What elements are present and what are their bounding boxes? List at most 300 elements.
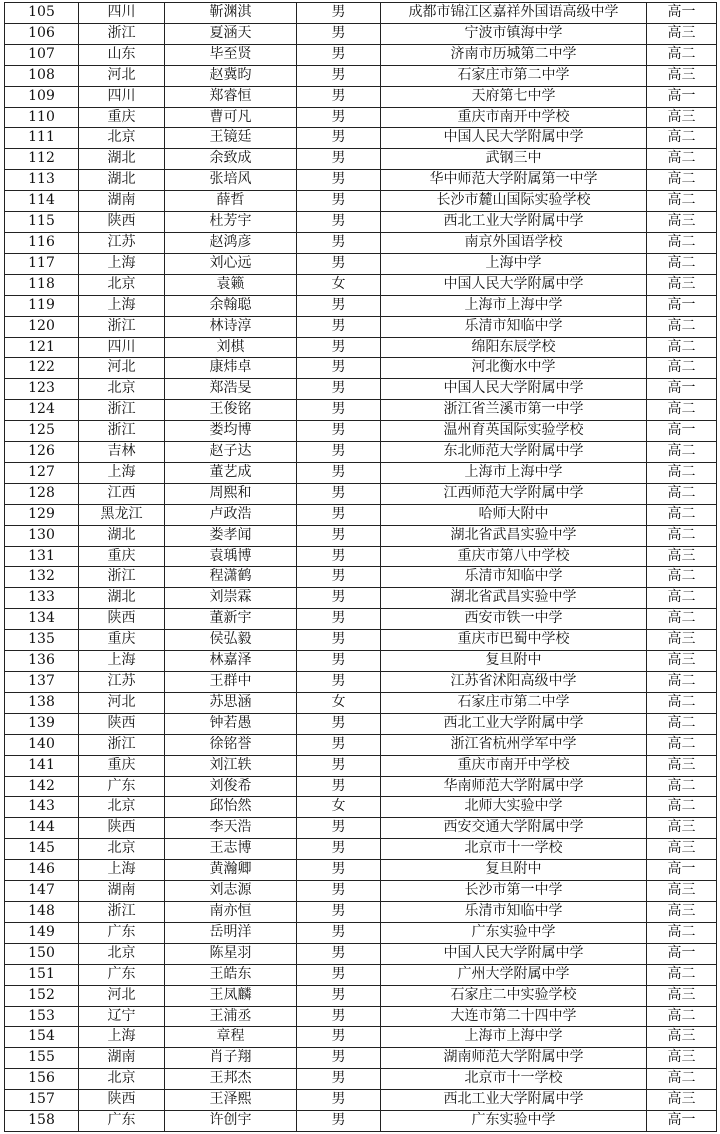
row-number-cell: 149: [5, 922, 79, 943]
table-row: [5, 692, 717, 713]
school-cell: 上海市上海中学: [381, 1027, 647, 1048]
row-number-cell: 152: [5, 985, 79, 1006]
student-name-cell: 刘崇霖: [165, 588, 297, 609]
row-number-cell: 122: [5, 358, 79, 379]
student-name-cell: 娄孝闻: [165, 525, 297, 546]
school-cell: 上海市上海中学: [381, 462, 647, 483]
province-cell: 陕西: [79, 713, 165, 734]
grade-cell: 高三: [647, 630, 717, 651]
school-cell: 广东实验中学: [381, 922, 647, 943]
student-table: [4, 2, 717, 1132]
student-name-cell: 余致成: [165, 149, 297, 170]
grade-cell: 高二: [647, 191, 717, 212]
table-row: [5, 44, 717, 65]
gender-cell: 男: [297, 901, 381, 922]
table-row: [5, 1090, 717, 1111]
table-row: [5, 128, 717, 149]
row-number-cell: 130: [5, 525, 79, 546]
gender-cell: 男: [297, 44, 381, 65]
province-cell: 重庆: [79, 630, 165, 651]
table-row: [5, 442, 717, 463]
student-name-cell: 赵鸿彦: [165, 232, 297, 253]
row-number-cell: 110: [5, 107, 79, 128]
grade-cell: 高三: [647, 274, 717, 295]
grade-cell: 高二: [647, 170, 717, 191]
province-cell: 上海: [79, 253, 165, 274]
grade-cell: 高三: [647, 546, 717, 567]
school-cell: 湖南师范大学附属中学: [381, 1048, 647, 1069]
grade-cell: 高三: [647, 1090, 717, 1111]
grade-cell: 高二: [647, 609, 717, 630]
student-name-cell: 赵子达: [165, 442, 297, 463]
grade-cell: 高二: [647, 442, 717, 463]
school-cell: 广东实验中学: [381, 1111, 647, 1132]
row-number-cell: 147: [5, 881, 79, 902]
gender-cell: 男: [297, 630, 381, 651]
table-row: [5, 776, 717, 797]
province-cell: 江西: [79, 483, 165, 504]
province-cell: 上海: [79, 462, 165, 483]
grade-cell: 高一: [647, 295, 717, 316]
student-name-cell: 刘心远: [165, 253, 297, 274]
province-cell: 广东: [79, 776, 165, 797]
province-cell: 陕西: [79, 212, 165, 233]
row-number-cell: 119: [5, 295, 79, 316]
student-name-cell: 章程: [165, 1027, 297, 1048]
province-cell: 四川: [79, 337, 165, 358]
gender-cell: 男: [297, 964, 381, 985]
school-cell: 中国人民大学附属中学: [381, 943, 647, 964]
table-row: [5, 964, 717, 985]
province-cell: 河北: [79, 985, 165, 1006]
gender-cell: 男: [297, 232, 381, 253]
province-cell: 北京: [79, 839, 165, 860]
province-cell: 河北: [79, 65, 165, 86]
student-name-cell: 陈星羽: [165, 943, 297, 964]
student-list-sheet: [4, 2, 716, 1132]
table-row: [5, 421, 717, 442]
gender-cell: 男: [297, 358, 381, 379]
gender-cell: 男: [297, 253, 381, 274]
student-name-cell: 南亦恒: [165, 901, 297, 922]
grade-cell: 高三: [647, 65, 717, 86]
row-number-cell: 116: [5, 232, 79, 253]
student-name-cell: 董艺成: [165, 462, 297, 483]
province-cell: 陕西: [79, 609, 165, 630]
school-cell: 江苏省沭阳高级中学: [381, 672, 647, 693]
row-number-cell: 138: [5, 692, 79, 713]
row-number-cell: 120: [5, 316, 79, 337]
table-row: [5, 588, 717, 609]
gender-cell: 男: [297, 107, 381, 128]
grade-cell: 高一: [647, 943, 717, 964]
gender-cell: 女: [297, 692, 381, 713]
gender-cell: 男: [297, 400, 381, 421]
province-cell: 陕西: [79, 1090, 165, 1111]
grade-cell: 高二: [647, 525, 717, 546]
student-name-cell: 郑浩旻: [165, 379, 297, 400]
row-number-cell: 112: [5, 149, 79, 170]
school-cell: 西安市铁一中学: [381, 609, 647, 630]
gender-cell: 男: [297, 462, 381, 483]
student-name-cell: 刘江轶: [165, 755, 297, 776]
school-cell: 乐清市知临中学: [381, 567, 647, 588]
student-name-cell: 程潇鹤: [165, 567, 297, 588]
row-number-cell: 158: [5, 1111, 79, 1132]
row-number-cell: 153: [5, 1006, 79, 1027]
table-row: [5, 107, 717, 128]
student-name-cell: 赵冀昀: [165, 65, 297, 86]
gender-cell: 男: [297, 546, 381, 567]
grade-cell: 高二: [647, 672, 717, 693]
student-name-cell: 杜芳宇: [165, 212, 297, 233]
gender-cell: 男: [297, 128, 381, 149]
table-row: [5, 755, 717, 776]
student-name-cell: 刘志源: [165, 881, 297, 902]
gender-cell: 男: [297, 734, 381, 755]
gender-cell: 男: [297, 755, 381, 776]
student-name-cell: 董新宇: [165, 609, 297, 630]
table-row: [5, 462, 717, 483]
table-row: [5, 1027, 717, 1048]
row-number-cell: 129: [5, 504, 79, 525]
table-row: [5, 212, 717, 233]
student-name-cell: 林诗淳: [165, 316, 297, 337]
province-cell: 湖南: [79, 191, 165, 212]
school-cell: 复旦附中: [381, 651, 647, 672]
table-row: [5, 232, 717, 253]
school-cell: 石家庄市第二中学: [381, 692, 647, 713]
school-cell: 长沙市麓山国际实验学校: [381, 191, 647, 212]
table-row: [5, 1069, 717, 1090]
school-cell: 华中师范大学附属第一中学: [381, 170, 647, 191]
student-name-cell: 肖子翔: [165, 1048, 297, 1069]
gender-cell: 男: [297, 379, 381, 400]
gender-cell: 男: [297, 212, 381, 233]
school-cell: 上海市上海中学: [381, 295, 647, 316]
table-row: [5, 546, 717, 567]
row-number-cell: 105: [5, 3, 79, 24]
row-number-cell: 123: [5, 379, 79, 400]
grade-cell: 高三: [647, 755, 717, 776]
school-cell: 北京市十一学校: [381, 1069, 647, 1090]
student-name-cell: 靳渊淇: [165, 3, 297, 24]
student-name-cell: 王志博: [165, 839, 297, 860]
grade-cell: 高二: [647, 713, 717, 734]
table-row: [5, 1111, 717, 1132]
gender-cell: 男: [297, 567, 381, 588]
table-row: [5, 567, 717, 588]
school-cell: 江西师范大学附属中学: [381, 483, 647, 504]
province-cell: 广东: [79, 964, 165, 985]
row-number-cell: 155: [5, 1048, 79, 1069]
school-cell: 济南市历城第二中学: [381, 44, 647, 65]
row-number-cell: 151: [5, 964, 79, 985]
school-cell: 河北衡水中学: [381, 358, 647, 379]
gender-cell: 男: [297, 881, 381, 902]
student-name-cell: 张培风: [165, 170, 297, 191]
student-name-cell: 康炜卓: [165, 358, 297, 379]
row-number-cell: 137: [5, 672, 79, 693]
province-cell: 浙江: [79, 23, 165, 44]
province-cell: 黑龙江: [79, 504, 165, 525]
row-number-cell: 115: [5, 212, 79, 233]
school-cell: 长沙市第一中学: [381, 881, 647, 902]
grade-cell: 高二: [647, 588, 717, 609]
gender-cell: 男: [297, 337, 381, 358]
gender-cell: 男: [297, 1111, 381, 1132]
grade-cell: 高一: [647, 1111, 717, 1132]
student-name-cell: 王凤麟: [165, 985, 297, 1006]
gender-cell: 男: [297, 1027, 381, 1048]
table-row: [5, 651, 717, 672]
school-cell: 温州育英国际实验学校: [381, 421, 647, 442]
province-cell: 河北: [79, 358, 165, 379]
school-cell: 哈师大附中: [381, 504, 647, 525]
table-row: [5, 797, 717, 818]
student-name-cell: 王泽熙: [165, 1090, 297, 1111]
table-row: [5, 609, 717, 630]
row-number-cell: 117: [5, 253, 79, 274]
gender-cell: 男: [297, 985, 381, 1006]
row-number-cell: 111: [5, 128, 79, 149]
table-row: [5, 400, 717, 421]
row-number-cell: 106: [5, 23, 79, 44]
table-row: [5, 274, 717, 295]
student-name-cell: 余翰聪: [165, 295, 297, 316]
gender-cell: 男: [297, 191, 381, 212]
gender-cell: 男: [297, 295, 381, 316]
province-cell: 河北: [79, 692, 165, 713]
student-name-cell: 郑睿恒: [165, 86, 297, 107]
row-number-cell: 133: [5, 588, 79, 609]
table-row: [5, 3, 717, 24]
table-row: [5, 734, 717, 755]
table-row: [5, 1048, 717, 1069]
grade-cell: 高二: [647, 128, 717, 149]
table-row: [5, 504, 717, 525]
grade-cell: 高三: [647, 901, 717, 922]
grade-cell: 高二: [647, 692, 717, 713]
table-row: [5, 379, 717, 400]
table-row: [5, 23, 717, 44]
gender-cell: 男: [297, 3, 381, 24]
table-row: [5, 839, 717, 860]
gender-cell: 男: [297, 588, 381, 609]
row-number-cell: 139: [5, 713, 79, 734]
student-name-cell: 袁籁: [165, 274, 297, 295]
province-cell: 北京: [79, 379, 165, 400]
grade-cell: 高三: [647, 1027, 717, 1048]
grade-cell: 高二: [647, 337, 717, 358]
row-number-cell: 156: [5, 1069, 79, 1090]
grade-cell: 高一: [647, 860, 717, 881]
gender-cell: 男: [297, 943, 381, 964]
grade-cell: 高二: [647, 797, 717, 818]
table-row: [5, 149, 717, 170]
province-cell: 北京: [79, 274, 165, 295]
table-row: [5, 713, 717, 734]
row-number-cell: 136: [5, 651, 79, 672]
grade-cell: 高二: [647, 44, 717, 65]
student-name-cell: 许创宇: [165, 1111, 297, 1132]
province-cell: 浙江: [79, 734, 165, 755]
row-number-cell: 127: [5, 462, 79, 483]
table-row: [5, 316, 717, 337]
province-cell: 江苏: [79, 232, 165, 253]
school-cell: 石家庄市第二中学: [381, 65, 647, 86]
student-name-cell: 薛哲: [165, 191, 297, 212]
table-row: [5, 901, 717, 922]
student-name-cell: 钟若愚: [165, 713, 297, 734]
grade-cell: 高三: [647, 212, 717, 233]
gender-cell: 女: [297, 797, 381, 818]
school-cell: 中国人民大学附属中学: [381, 379, 647, 400]
grade-cell: 高三: [647, 985, 717, 1006]
student-name-cell: 夏涵天: [165, 23, 297, 44]
province-cell: 浙江: [79, 567, 165, 588]
student-name-cell: 林嘉泽: [165, 651, 297, 672]
table-row: [5, 86, 717, 107]
student-name-cell: 李天浩: [165, 818, 297, 839]
row-number-cell: 118: [5, 274, 79, 295]
province-cell: 重庆: [79, 546, 165, 567]
gender-cell: 男: [297, 421, 381, 442]
province-cell: 上海: [79, 860, 165, 881]
province-cell: 湖北: [79, 170, 165, 191]
province-cell: 上海: [79, 295, 165, 316]
table-row: [5, 672, 717, 693]
student-name-cell: 王浦丞: [165, 1006, 297, 1027]
school-cell: 西安交通大学附属中学: [381, 818, 647, 839]
grade-cell: 高三: [647, 839, 717, 860]
grade-cell: 高三: [647, 107, 717, 128]
gender-cell: 男: [297, 651, 381, 672]
grade-cell: 高二: [647, 253, 717, 274]
school-cell: 绵阳东辰学校: [381, 337, 647, 358]
province-cell: 上海: [79, 1027, 165, 1048]
school-cell: 北京市十一学校: [381, 839, 647, 860]
table-row: [5, 65, 717, 86]
school-cell: 上海中学: [381, 253, 647, 274]
grade-cell: 高二: [647, 462, 717, 483]
province-cell: 北京: [79, 943, 165, 964]
row-number-cell: 140: [5, 734, 79, 755]
student-name-cell: 王皓东: [165, 964, 297, 985]
grade-cell: 高二: [647, 1006, 717, 1027]
school-cell: 中国人民大学附属中学: [381, 128, 647, 149]
table-row: [5, 985, 717, 1006]
grade-cell: 高三: [647, 1048, 717, 1069]
row-number-cell: 150: [5, 943, 79, 964]
grade-cell: 高三: [647, 818, 717, 839]
school-cell: 大连市第二十四中学: [381, 1006, 647, 1027]
province-cell: 山东: [79, 44, 165, 65]
school-cell: 湖北省武昌实验中学: [381, 588, 647, 609]
grade-cell: 高二: [647, 504, 717, 525]
row-number-cell: 125: [5, 421, 79, 442]
row-number-cell: 146: [5, 860, 79, 881]
grade-cell: 高一: [647, 421, 717, 442]
row-number-cell: 109: [5, 86, 79, 107]
school-cell: 浙江省杭州学军中学: [381, 734, 647, 755]
school-cell: 浙江省兰溪市第一中学: [381, 400, 647, 421]
row-number-cell: 148: [5, 901, 79, 922]
row-number-cell: 145: [5, 839, 79, 860]
school-cell: 乐清市知临中学: [381, 316, 647, 337]
row-number-cell: 154: [5, 1027, 79, 1048]
grade-cell: 高三: [647, 651, 717, 672]
gender-cell: 男: [297, 149, 381, 170]
school-cell: 天府第七中学: [381, 86, 647, 107]
province-cell: 广东: [79, 1111, 165, 1132]
gender-cell: 男: [297, 839, 381, 860]
grade-cell: 高二: [647, 922, 717, 943]
student-name-cell: 周熙和: [165, 483, 297, 504]
grade-cell: 高二: [647, 149, 717, 170]
gender-cell: 男: [297, 504, 381, 525]
gender-cell: 男: [297, 483, 381, 504]
province-cell: 北京: [79, 1069, 165, 1090]
row-number-cell: 107: [5, 44, 79, 65]
province-cell: 湖北: [79, 525, 165, 546]
student-name-cell: 王镜廷: [165, 128, 297, 149]
gender-cell: 男: [297, 170, 381, 191]
province-cell: 陕西: [79, 818, 165, 839]
school-cell: 重庆市南开中学校: [381, 107, 647, 128]
student-name-cell: 王群中: [165, 672, 297, 693]
school-cell: 西北工业大学附属中学: [381, 713, 647, 734]
gender-cell: 男: [297, 1048, 381, 1069]
grade-cell: 高二: [647, 734, 717, 755]
row-number-cell: 108: [5, 65, 79, 86]
table-row: [5, 253, 717, 274]
student-name-cell: 袁瑀博: [165, 546, 297, 567]
province-cell: 重庆: [79, 755, 165, 776]
row-number-cell: 124: [5, 400, 79, 421]
row-number-cell: 144: [5, 818, 79, 839]
province-cell: 北京: [79, 128, 165, 149]
row-number-cell: 142: [5, 776, 79, 797]
gender-cell: 男: [297, 65, 381, 86]
gender-cell: 男: [297, 1006, 381, 1027]
school-cell: 重庆市南开中学校: [381, 755, 647, 776]
school-cell: 乐清市知临中学: [381, 901, 647, 922]
province-cell: 湖南: [79, 1048, 165, 1069]
gender-cell: 男: [297, 609, 381, 630]
gender-cell: 男: [297, 1069, 381, 1090]
grade-cell: 高一: [647, 86, 717, 107]
school-cell: 重庆市第八中学校: [381, 546, 647, 567]
province-cell: 江苏: [79, 672, 165, 693]
school-cell: 北师大实验中学: [381, 797, 647, 818]
grade-cell: 高二: [647, 567, 717, 588]
province-cell: 浙江: [79, 901, 165, 922]
table-row: [5, 358, 717, 379]
row-number-cell: 143: [5, 797, 79, 818]
student-name-cell: 黄瀚卿: [165, 860, 297, 881]
grade-cell: 高二: [647, 358, 717, 379]
student-name-cell: 岳明洋: [165, 922, 297, 943]
student-name-cell: 娄均博: [165, 421, 297, 442]
table-row: [5, 818, 717, 839]
table-row: [5, 483, 717, 504]
grade-cell: 高二: [647, 776, 717, 797]
province-cell: 上海: [79, 651, 165, 672]
school-cell: 武钢三中: [381, 149, 647, 170]
student-name-cell: 邱怡然: [165, 797, 297, 818]
row-number-cell: 113: [5, 170, 79, 191]
